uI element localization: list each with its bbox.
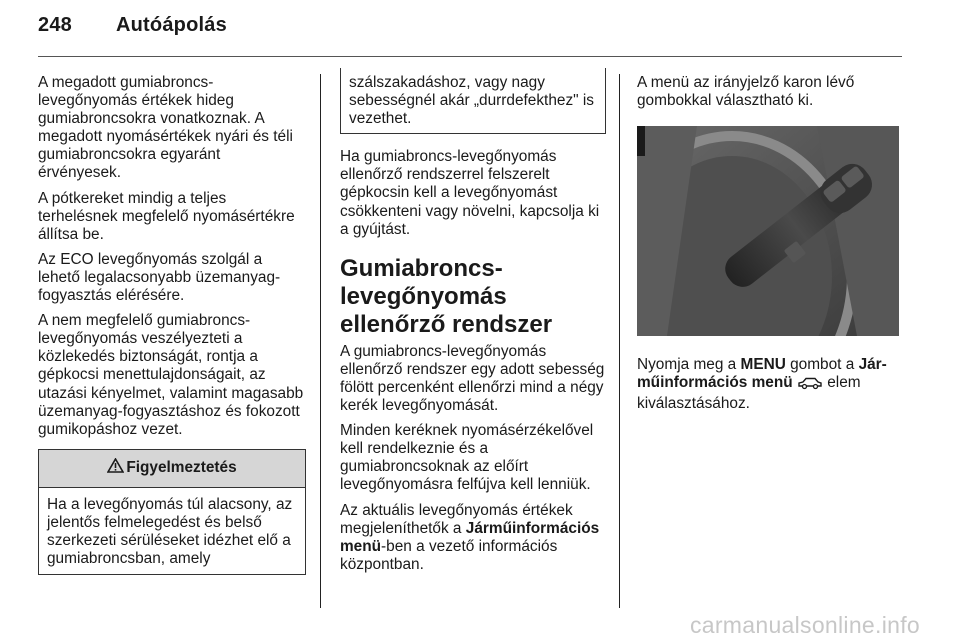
paragraph	[637, 356, 905, 413]
text: -ben a vezető információs központban.	[340, 537, 558, 573]
paragraph: A megadott gumiabroncs-levegőnyomás értékek hideg gumiabroncsokra vonatkoznak. A megadott nyomásértékek nyári és téli gumiabroncsokra egyaránt érvényesek.	[38, 74, 293, 182]
menu-button-term: MENU	[740, 356, 786, 374]
paragraph: A gumiabroncs-levegőnyomás ellenőrző rendszer egy adott sebesség fölött percenként ellenőrzi mind a négy kerék levegőnyomását.	[340, 342, 605, 415]
vehicle-info-menu-term: Járműinformációs menü	[340, 519, 600, 555]
warning-header	[39, 450, 305, 488]
text: elem kiválasztásához.	[637, 374, 861, 413]
page-header	[38, 14, 227, 37]
text: Nyomja meg a	[637, 356, 741, 374]
section-heading: Gumiabroncs-levegőnyomás ellenőrző rendszer	[340, 254, 553, 338]
paragraph: Az ECO levegőnyomás szolgál a lehető legalacsonyabb üzemanyag-fogyasztás elérésére.	[38, 250, 281, 305]
paragraph: Minden keréknek nyomásérzékelővel kell rendelkeznie és a gumiabroncsoknak az előírt levegőnyomásra felfújva kell lenniük.	[340, 422, 594, 494]
paragraph: A menü az irányjelző karon lévő gombokkal választható ki.	[637, 74, 855, 110]
paragraph	[340, 502, 606, 574]
warning-box	[38, 449, 306, 575]
column-3	[637, 74, 905, 420]
text: Az aktuális levegőnyomás értékek megjeleníthetők a	[340, 501, 573, 537]
column-1	[38, 74, 306, 575]
text: gombot a	[785, 356, 859, 374]
page-number: 248	[38, 14, 72, 36]
paragraph: Ha gumiabroncs-levegőnyomás ellenőrző rendszerrel felszerelt gépkocsin kell a levegőnyomást csökkenteni vagy növelni, kapcsolja ki a gyújtást.	[340, 148, 600, 238]
vehicle-info-menu-term: Jár-műinformációs menü	[637, 356, 887, 392]
turn-signal-lever-photo	[637, 126, 899, 336]
warning-text: Ha a levegőnyomás túl alacsony, az jelentős felmelegedést és belső szerkezeti sérüléseket idézhet elő a gumiabroncsban, amely	[47, 495, 293, 568]
paragraph: A nem megfelelő gumiabroncs-levegőnyomás veszélyezteti a közlekedés biztonságát, rontja a gépkocsi menettulajdonságait, az utazási kényelmet, valamint magasabb üzemanyag-fogyasztáshoz és fokozott gumikopáshoz vezet.	[38, 312, 304, 438]
watermark: carmanualsonline.info	[689, 612, 920, 638]
paragraph: A pótkereket mindig a teljes terhelésnek megfelelő nyomásértékre állítsa be.	[38, 189, 295, 243]
car-icon	[797, 376, 823, 395]
column-divider-1	[320, 74, 321, 608]
page-title: Autóápolás	[116, 14, 227, 36]
warning-box-continued: szálszakadáshoz, vagy nagy sebességnél akár „durrdefekthez" is vezethet.	[340, 68, 606, 134]
column-divider-2	[619, 74, 620, 608]
header-rule	[38, 56, 902, 57]
warning-triangle-icon	[107, 458, 124, 478]
warning-title: Figyelmeztetés	[126, 459, 237, 477]
column-2	[340, 72, 606, 581]
